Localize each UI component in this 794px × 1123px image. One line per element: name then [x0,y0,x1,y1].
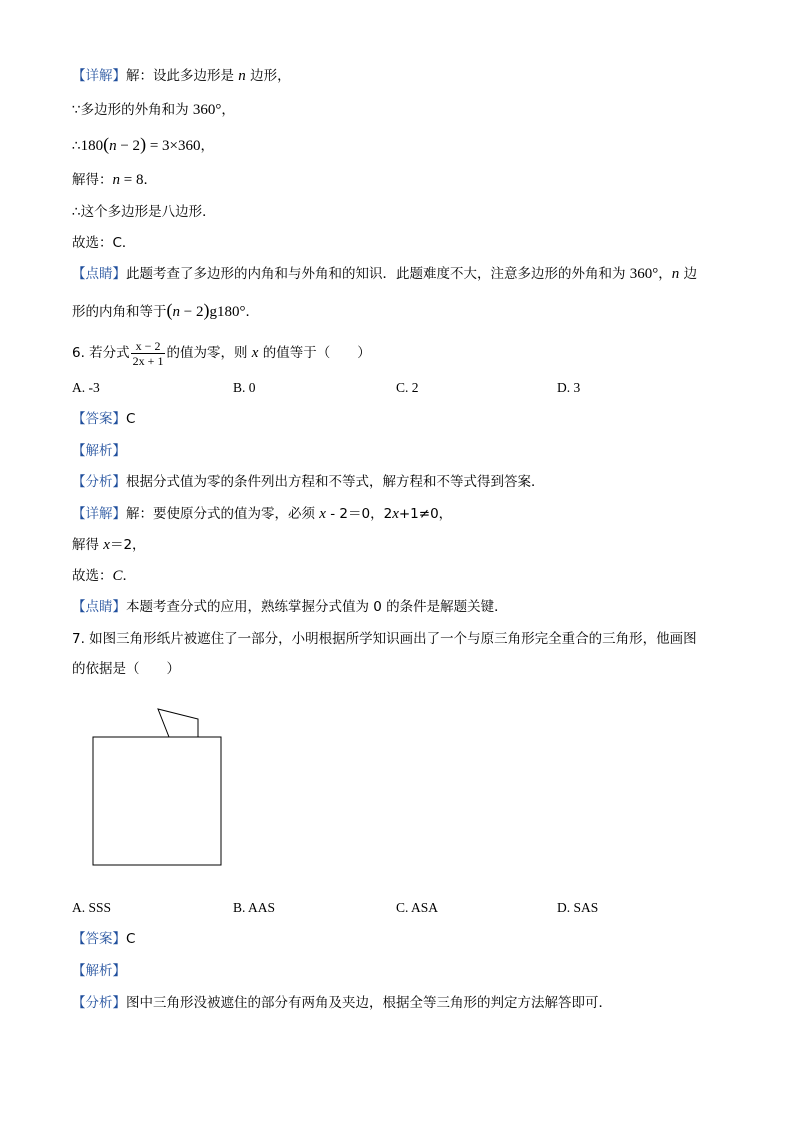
q6-option-b: B. 0 [233,380,256,395]
q6-comment: 【点睛】本题考查分式的应用，熟练掌握分式值为 0 的条件是解题关键． [72,599,508,615]
q6-option-a: A. ‐3 [72,380,100,395]
q5-choose-line: 故选：C． [72,235,136,251]
q5-solve-line: 解得：n = 8． [72,172,157,188]
q6-fraction: $\frac{x - 2}{2x + 1}$ [132,338,164,368]
q5-conclusion-line: ∴这个多边形是八边形． [72,204,216,220]
q6-stem: 6. 若分式 $\frac{x - 2}{2x + 1}$ 的值为零，则 x 的值等于（ ） [72,338,371,368]
q7-stem-line-2: 的依据是（ ） [72,661,180,677]
q7-option-d: D. SAS [557,900,599,915]
q6-fenxi: 【分析】根据分式值为零的条件列出方程和不等式，解方程和不等式得到答案． [72,474,545,490]
q7-option-a: A. SSS [72,900,112,915]
q6-option-c: C. 2 [396,380,419,395]
comment-tag: 【点睛】 [72,266,126,282]
q6-analysis-tag: 【解析】 [72,443,126,459]
cover-square [93,737,221,865]
q5-detail-line: 【详解】解：设此多边形是 n 边形， [72,68,291,84]
q7-figure [90,705,230,870]
q7-fenxi: 【分析】图中三角形没被遮住的部分有两角及夹边，根据全等三角形的判定方法解答即可． [72,995,612,1011]
answer-tag: 【答案】 [72,411,126,427]
q5-comment-line-2: 形的内角和等于(n − 2)g180°． [72,300,259,320]
q6-detail: 【详解】解：要使原分式的值为零，必须 x ‐ 2＝0，2x+1≠0， [72,506,453,522]
q7-option-b: B. AAS [233,900,276,915]
q7-analysis-tag: 【解析】 [72,963,126,979]
q7-stem-line-1: 7. 如图三角形纸片被遮住了一部分，小明根据所学知识画出了一个与原三角形完全重合的三角形，他画图 [72,631,697,647]
q5-comment-line: 【点睛】此题考查了多边形的内角和与外角和的知识．此题难度不大，注意多边形的外角和为 360°，n 边 [72,266,698,282]
q5-exterior-sum-line: ∵多边形的外角和为 360°， [72,102,235,118]
q6-solve: 解得 x＝2， [72,537,146,553]
q6-answer: 【答案】C [72,411,136,427]
q6-option-d: D. 3 [557,380,581,395]
triangle-visible-top [158,709,198,737]
detail-tag: 【详解】 [72,68,126,84]
q5-equation-line: ∴180(n − 2) = 3×360， [72,134,214,154]
q6-choose: 故选：C． [72,568,137,584]
q7-answer: 【答案】C [72,931,136,947]
q7-option-c: C. ASA [396,900,439,915]
